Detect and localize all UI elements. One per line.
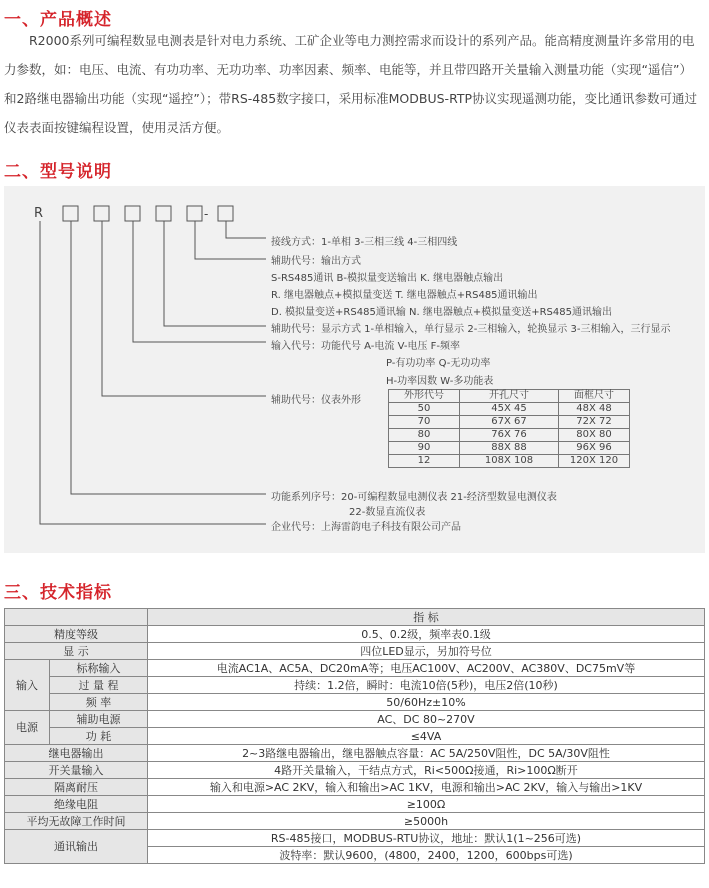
spec-label: 频 率 <box>50 694 148 711</box>
table-cell: 72X 72 <box>559 416 630 429</box>
intro-text: R2000系列可编程数显电测表是针对电力系统、工矿企业等电力测控需求而设计的系列产品。能高精度测量许多常用的电力参数，如：电压、电流、有功功率、无功功率、功率因素、频率、电能等，并且带四路开关量输入测量功能（实现“遥信”）和2路继电器输出功能（实现“遥控”）；带RS-485数字接口，采用标准MODBUS-RTP协议实现遥测功能，变比通讯参数可通过仪表表面按键编程设置，使用灵活方便。 <box>4 33 698 135</box>
spec-label: 过 量 程 <box>50 677 148 694</box>
table-header: 开孔尺寸 <box>460 390 559 403</box>
spec-value: 输入和电源>AC 2KV，输入和输出>AC 1KV，电源和输出>AC 2KV，输入与输出>1KV <box>148 779 705 796</box>
table-cell: 96X 96 <box>559 442 630 455</box>
model-diagram <box>4 186 705 553</box>
intro-paragraph <box>4 26 704 142</box>
table-row <box>5 677 705 694</box>
table-cell: 90 <box>389 442 460 455</box>
table-row <box>5 660 705 677</box>
spec-value: 电流AC1A、AC5A、DC20mA等；电压AC100V、AC200V、AC380V、DC75mV等 <box>148 660 705 677</box>
table-row <box>389 390 630 403</box>
spec-value: 50/60Hz±10% <box>148 694 705 711</box>
table-row <box>5 813 705 830</box>
spec-group-power: 电源 <box>5 711 50 745</box>
model-line: 辅助代号：仪表外形 <box>271 395 361 406</box>
spec-label: 隔离耐压 <box>5 779 148 796</box>
spec-value: ≤4VA <box>148 728 705 745</box>
model-line: R. 继电器触点+模拟量变送 T. 继电器触点+RS485通讯输出 <box>271 290 538 301</box>
table-cell: 108X 108 <box>460 455 559 468</box>
spec-value: ≥100Ω <box>148 796 705 813</box>
model-line: 接线方式：1-单相 3-三相三线 4-三相四线 <box>271 237 458 248</box>
spec-label: 继电器输出 <box>5 745 148 762</box>
table-row <box>5 762 705 779</box>
spec-value: AC、DC 80~270V <box>148 711 705 728</box>
model-line: S-RS485通讯 B-模拟量变送输出 K. 继电器触点输出 <box>271 273 504 284</box>
spec-label: 辅助电源 <box>50 711 148 728</box>
section-title-model: 二、型号说明 <box>4 162 112 182</box>
spec-label: 精度等级 <box>5 626 148 643</box>
model-line: 企业代号：上海雷韵电子科技有限公司产品 <box>271 522 461 533</box>
table-row <box>389 429 630 442</box>
table-cell: 80 <box>389 429 460 442</box>
spec-table <box>4 608 705 864</box>
table-row <box>389 442 630 455</box>
table-row <box>5 745 705 762</box>
spec-label: 标称输入 <box>50 660 148 677</box>
table-cell: 45X 45 <box>460 403 559 416</box>
model-line: 输入代号：功能代号 A-电流 V-电压 F-频率 <box>271 341 460 352</box>
table-row <box>5 796 705 813</box>
spec-label: 通讯输出 <box>5 830 148 864</box>
spec-label: 显 示 <box>5 643 148 660</box>
model-line: P-有功功率 Q-无功功率 <box>386 358 491 369</box>
table-cell: 76X 76 <box>460 429 559 442</box>
size-table <box>388 389 630 468</box>
table-cell: 50 <box>389 403 460 416</box>
spec-value: 四位LED显示，另加符号位 <box>148 643 705 660</box>
table-row <box>5 728 705 745</box>
spec-label: 开关量输入 <box>5 762 148 779</box>
spec-value: 0.5、0.2级，频率表0.1级 <box>148 626 705 643</box>
table-cell: 88X 88 <box>460 442 559 455</box>
table-row <box>5 830 705 847</box>
table-header: 外形代号 <box>389 390 460 403</box>
spec-value: RS-485接口，MODBUS-RTU协议，地址：默认1(1~256可选) <box>148 830 705 847</box>
model-line: D. 模拟量变送+RS485通讯输 N. 继电器触点+模拟量变送+RS485通讯输出 <box>271 307 612 318</box>
spec-value: 2~3路继电器输出，继电器触点容量：AC 5A/250V阻性，DC 5A/30V阻性 <box>148 745 705 762</box>
model-dash: - <box>204 207 209 221</box>
table-row <box>389 403 630 416</box>
table-row <box>5 694 705 711</box>
model-line: 22-数显直流仪表 <box>349 507 426 518</box>
table-row <box>5 609 705 626</box>
spec-label: 绝缘电阻 <box>5 796 148 813</box>
table-cell: 120X 120 <box>559 455 630 468</box>
model-line: 辅助代号：显示方式 1-单相输入，单行显示 2-三相输入，轮换显示 3-三相输入，三行显示 <box>271 324 671 335</box>
table-header: 面框尺寸 <box>559 390 630 403</box>
table-cell: 48X 48 <box>559 403 630 416</box>
table-row <box>389 455 630 468</box>
spec-label: 功 耗 <box>50 728 148 745</box>
table-cell: 12 <box>389 455 460 468</box>
model-line: H-功率因数 W-多功能表 <box>386 376 494 387</box>
table-row <box>5 626 705 643</box>
spec-value: 波特率：默认9600，(4800，2400，1200，600bps可选) <box>148 847 705 864</box>
table-row <box>5 711 705 728</box>
section-title-overview: 一、产品概述 <box>4 10 112 30</box>
table-cell: 70 <box>389 416 460 429</box>
table-header: 指 标 <box>148 609 705 626</box>
section-title-spec: 三、技术指标 <box>4 583 112 603</box>
spec-value: 4路开关量输入，干结点方式，Ri<500Ω接通，Ri>100Ω断开 <box>148 762 705 779</box>
spec-value: 持续：1.2倍，瞬时：电流10倍(5秒)，电压2倍(10秒) <box>148 677 705 694</box>
spec-label: 平均无故障工作时间 <box>5 813 148 830</box>
model-line: 辅助代号：输出方式 <box>271 256 361 267</box>
spec-group-input: 输入 <box>5 660 50 711</box>
spec-value: ≥5000h <box>148 813 705 830</box>
table-cell: 80X 80 <box>559 429 630 442</box>
table-row <box>389 416 630 429</box>
table-row <box>5 779 705 796</box>
table-header-blank <box>5 609 148 626</box>
table-row <box>5 643 705 660</box>
model-line: 功能系列序号：20-可编程数显电测仪表 21-经济型数显电测仪表 <box>271 492 557 503</box>
table-cell: 67X 67 <box>460 416 559 429</box>
model-prefix: R <box>34 206 44 221</box>
